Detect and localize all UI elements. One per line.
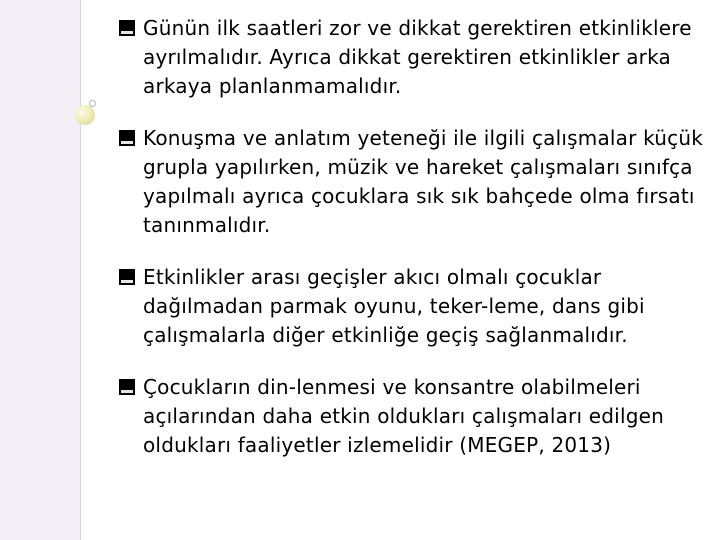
list-item [118,124,714,240]
checkbox-bullet-icon [118,129,136,147]
list-item [118,373,714,460]
panel-divider [80,0,81,540]
bullet-text: Günün ilk saatleri zor ve dikkat gerektiren etkinliklere ayrılmalıdır. Ayrıca dikkat gerektiren etkinlikler arka arkaya planlanmamalıdır. [143,16,692,98]
list-item [118,14,714,101]
bullet-text: Çocukların din-lenmesi ve konsantre olabilmeleri açılarından daha etkin oldukları çalışmaları edilgen oldukları faaliyetler izlemelidir (MEGEP, 2013) [143,375,664,457]
list-item [118,263,714,350]
bullet-text: Konuşma ve anlatım yeteneği ile ilgili çalışmalar küçük grupla yapılırken, müzik ve hareket çalışmaları sınıfça yapılmalı ayrıca çocuklara sık sık bahçede olma fırsatı tanınmalıdır. [143,126,704,237]
checkbox-bullet-icon [118,268,136,286]
decorative-ring-icon [89,100,96,107]
left-decorative-panel [0,0,80,540]
bullet-text: Etkinlikler arası geçişler akıcı olmalı çocuklar dağılmadan parmak oyunu, teker-leme, dans gibi çalışmalarla diğer etkinliğe geçiş sağlanmalıdır. [143,265,645,347]
decorative-orb-icon [75,105,95,125]
checkbox-bullet-icon [118,19,136,37]
bullet-list [118,14,714,483]
checkbox-bullet-icon [118,378,136,396]
